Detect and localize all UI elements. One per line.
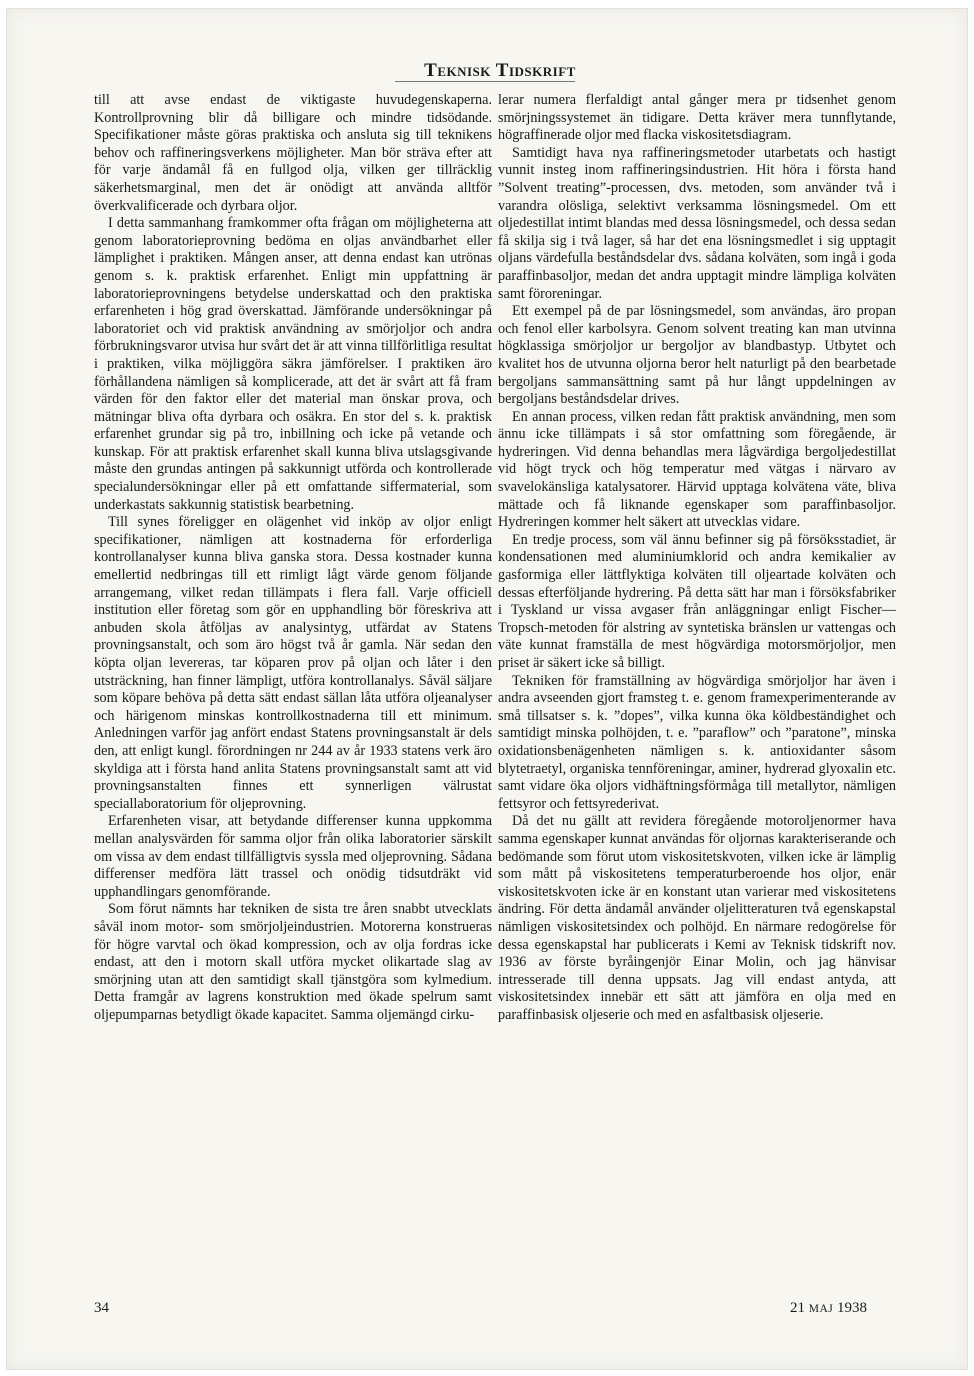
paragraph: Till synes föreligger en olägenhet vid inköp av oljor enligt specifikationer, nämligen att kostnaderna för erforderliga kontrollanalyser kunna bliva ganska stora. Dessa kostnader kunna emellertid nedbringas till ett rimligt lågt värde genom följande arrangemang, vilket redan tillämpats i flera fall. Varje officiell institution eller företag som gör en upphandling bör föreskriva att anbuden skola åtföljas av analysintyg, utfärdat av Statens provningsanstalt, och som äro högst två år gamla. När sedan den köpta oljan levereras, tar köparen prov på oljan och låter i den utsträckning, han finner lämpligt, utföra kontrollanalys. Såväl säljare som köpare behöva på detta sätt endast sällan låta utföra oljeanalyser och härigenom minskas kontrollkostnaderna till ett minimum. Anledningen varför jag anfört endast Statens provningsanstalt är dels den, att enligt kungl. förordningen nr 244 av år 1933 statens verk äro skyldiga att i första hand anlita Statens provningsanstalt samt att vid provningsanstalten finnes ett synnerligen välrustat speciallaboratorium för oljeprovning.	[94, 514, 492, 812]
paragraph: I detta sammanhang framkommer ofta frågan om möjligheterna att genom laboratorieprovning bedöma en oljas användbarhet eller lämplighet i praktiken. Mången anser, att denna endast kan utrönas genom s. k. praktisk erfarenhet. Enligt min uppfattning är laboratorieprovningens betydelse underskattad och den praktiska erfarenheten i hög grad överskattad. Jämförande undersökningar på laboratoriet och vid praktisk användning av smörjoljor och andra förbrukningsvaror utvisa hur svårt det är att vinna tillförlitliga resultat i praktiken, vilka möjliggöra säkra jämförelser. I praktiken äro förhållandena nämligen så komplicerade, att det är svårt att få fram värden för den faktor eller det material man önskar prova, och mätningar bliva ofta dyrbara och osäkra. En stor del s. k. praktisk erfarenhet grundar sig på tro, inbillning och icke på vetande och kunskap. För att praktisk erfarenhet skall kunna bliva utslagsgivande måste den grundas antingen på sakkunnigt utförda och kontrollerade specialundersökningar eller på ett omfattande siffermaterial, som underkastats sakkunnig statistisk bearbetning.	[94, 215, 492, 513]
paragraph: Då det nu gällt att revidera föregående motoroljenormer hava samma egenskaper kunnat användas för oljornas karakteriserande och bedömande som förut utom viskositetskvoten, vilken icke är lämplig som mått på viskositetens temperaturberoende hos oljor, enär viskositetskvoten icke är en konstant utan varierar med viskositetens ändring. För detta ändamål använder oljelitteraturen två egenskapstal nämligen viskositetsindex och polhöjd. En närmare redogörelse för dessa egenskapstal har publicerats i Kemi av Teknisk tidskrift nov. 1936 av förste byråingenjör Einar Molin, och jag hänvisar intresserade till denna uppsats. Jag vill endast antyda, att viskositetsindex innebär ett sätt att jämföra en olja med en paraffinbasisk oljeserie och med en asfaltbasisk oljeserie.	[498, 813, 896, 1023]
issue-year: 1938	[837, 1300, 868, 1316]
right-column	[498, 92, 896, 1282]
paragraph: Ett exempel på de par lösningsmedel, som användas, äro propan och fenol eller karbolsyra. Genom solvent treating kan man utvinna högklassiga smörjoljor ur bergoljor av blandbastyp. Utbytet och kvalitet hos de utvunna oljorna beror helt naturligt på den bearbetade bergoljans sammansättning samt på hur långt uppdelningen av bergoljans beståndsdelar drives.	[498, 303, 896, 408]
paragraph: lerar numera flerfaldigt antal gånger mera pr tidsenhet genom smörjningssystemet än tidigare. Detta kräver mera tunnflytande, högraffinerade oljor med flacka viskositetsdiagram.	[498, 92, 896, 144]
issue-month: MAJ	[808, 1303, 834, 1315]
paragraph: Erfarenheten visar, att betydande differenser kunna uppkomma mellan analysvärden för samma oljor från olika laboratorier särskilt om vissa av dem endast tillfälligtvis syssla med oljeprovning. Sådana differenser medföra lätt trassel och onödig tidsutdräkt vid upphandlingars genomförande.	[94, 813, 492, 900]
paragraph: till att avse endast de viktigaste huvudegenskaperna. Kontrollprovning blir då billigare och mindre tidsödande. Specifikationer måste göras praktiska och ansluta sig till teknikens behov och raffineringsverkens möjligheter. Man bör sträva efter att för varje ändamål få en fullgod olja, vilken ger tillräcklig säkerhetsmarginal, men det är onödigt att använda alltför överkvalificerade och dyrbara oljor.	[94, 92, 492, 214]
issue-day: 21	[790, 1300, 805, 1316]
header-rule	[395, 81, 575, 82]
paragraph: Som förut nämnts har tekniken de sista tre åren snabbt utvecklats såväl inom motor- som smörjoljeindustrien. Motorerna konstrueras för högre varvtal och ökad kompression, och av olja fordras icke endast, att den i motorn skall utföra mycket olikartade slag av smörjning utan att den samtidigt skall tjänstgöra som kylmedium. Detta framgår av lagrens konstruktion med ökade spelrum samt oljepumparnas betydligt ökade kapacitet. Samma oljemängd cirku-	[94, 901, 492, 1023]
paragraph: Samtidigt hava nya raffineringsmetoder utarbetats och hastigt vunnit insteg inom raffineringsindustrien. Hit höra i första hand ”Solvent treating”-processen, dvs. metoden, som använder två i varandra olösliga, selektivt verksamma lösningsmedel. Om ett oljedestillat intimt blandas med dessa lösningsmedel, och dessa sedan få skilja sig i två lager, så har det ena lösningsmedlet i sig upptagit oljans värdefulla beståndsdelar dvs. sådana kolväten, som ingå i goda paraffinbasoljor, medan det andra upptagit mindre lämpliga kolväten samt föroreningar.	[498, 144, 896, 302]
paragraph: En tredje process, som väl ännu befinner sig på försöksstadiet, är kondensationen med aluminiumklorid och andra kemikalier av gasformiga eller lättflyktiga kolväten till oljeartade kolväten och dessas efterföljande hydrering. På detta sätt har man i försöksfabriker i Tyskland ur vissa avgaser från anläggningar enligt Fischer—Tropsch-metoden för alstring av syntetiska bränslen ur vattengas och väte kunnat framställa de mest högvärdiga motorsmörjoljor, men priset är säkert icke så billigt.	[498, 531, 896, 671]
left-column	[94, 92, 492, 1282]
issue-date	[790, 1300, 867, 1317]
paragraph: En annan process, vilken redan fått praktisk användning, men som ännu icke tillämpats i så stor omfattning som föregående, är hydreringen. Vid denna behandlas mera lågvärdiga bergoljedestillat vid högt tryck och hög temperatur med vätgas i närvaro av svavelokänsliga katalysatorer. Härvid upptaga kolvätena väte, bliva mättade och få liknande egenskaper som paraffinbasoljor. Hydreringen kommer helt säkert att utvecklas vidare.	[498, 408, 896, 531]
journal-header: Teknisk Tidskrift	[424, 60, 576, 81]
paragraph: Tekniken för framställning av högvärdiga smörjoljor har även i andra avseenden gjort framsteg t. e. genom framexperimenterande av små tillsatser s. k. ”dopes”, vilka kunna öka köldbeständighet och samtidigt minska polhöjden, t. e. ”paraflow” och ”paratone”, minska oxidationsbenägenheten nämligen s. k. antioxidanter såsom blytetraetyl, organiska tennföreningar, aminer, hydrerad glyoxalin etc. samt vidare öka oljors vidhäftningsförmåga till metallytor, nämligen fettsyror och fettsyrederivat.	[498, 672, 896, 812]
page-number: 34	[94, 1300, 109, 1316]
